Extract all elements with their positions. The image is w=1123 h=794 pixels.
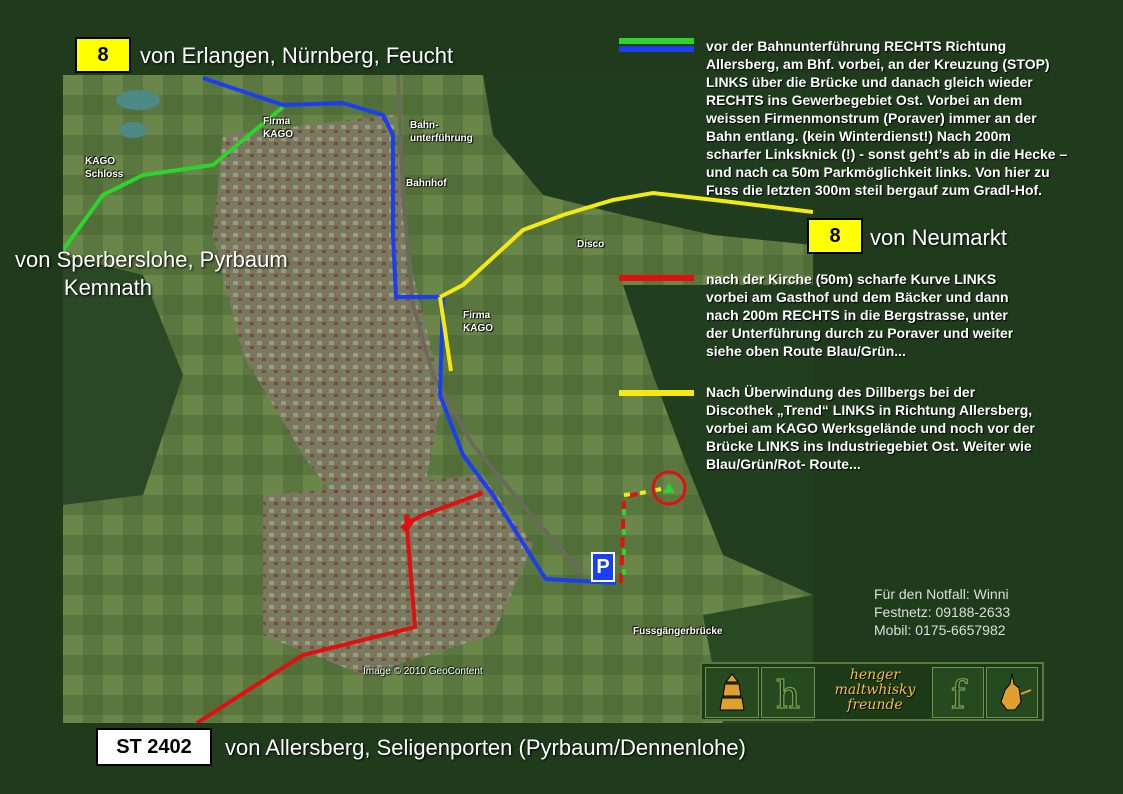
emergency-contact: Für den Notfall: Winni Festnetz: 09188-2633 Mobil: 0175-6657982 xyxy=(874,586,1011,638)
legend-green-line xyxy=(619,38,694,44)
legend-red-line xyxy=(619,275,694,281)
description-red: nach der Kirche (50m) scharfe Kurve LINKS vorbei am Gasthof und dem Bäcker und dann nach 200m RECHTS in die Bergstrasse, unter der Unterführung durch zu Poraver und weiter siehe oben Route Blau/Grün... xyxy=(706,271,1014,359)
route-neumarkt-badge: 8 xyxy=(807,218,863,254)
lake-2 xyxy=(119,122,147,138)
lantern-icon xyxy=(705,667,759,718)
label-disco: Disco xyxy=(577,239,605,250)
label-kago-schloss: KAGO Schloss xyxy=(85,156,124,180)
label-bahnhof: Bahnhof xyxy=(406,178,447,189)
map-copyright: Image © 2010 GeoContent xyxy=(363,666,483,677)
logo-banner xyxy=(700,662,1044,721)
route-neumarkt-title: von Neumarkt xyxy=(870,225,1007,250)
label-firma-kago-1: Firma KAGO xyxy=(263,116,293,140)
aerial-map xyxy=(63,75,813,723)
svg-text:f: f xyxy=(950,673,966,717)
route-sperberslohe-title: von Sperberslohe, Pyrbaum Kemnath xyxy=(15,247,288,300)
route-erlangen-title: von Erlangen, Nürnberg, Feucht xyxy=(140,43,454,68)
svg-text:h: h xyxy=(775,673,801,717)
legend-yellow-line xyxy=(619,390,694,396)
logo-text: henger maltwhisky freunde xyxy=(834,667,916,713)
label-fussgaengerbruecke: Fussgängerbrücke xyxy=(633,626,723,637)
label-bahnunterfuehrung: Bahn- unterführung xyxy=(410,120,473,144)
still-icon xyxy=(986,667,1038,718)
route-allersberg-title: von Allersberg, Seligenporten (Pyrbaum/Dennenlohe) xyxy=(225,735,746,760)
letter-f-icon xyxy=(932,667,984,718)
parking-sign: P xyxy=(591,552,615,582)
lake-1 xyxy=(116,90,160,110)
route-allersberg-badge: ST 2402 xyxy=(96,728,212,766)
route-erlangen-badge: 8 xyxy=(75,37,131,73)
letter-h-icon xyxy=(761,667,815,718)
description-blue-green: vor der Bahnunterführung RECHTS Richtung Allersberg, am Bhf. vorbei, an der Kreuzung (STOP) LINKS über die Brücke und danach gleich wieder RECHTS ins Gewerbegebiet Ost. Vorbei an dem weissen Firmenmonstrum (Poraver) immer an der Bahn entlang. (kein Winterdienst!) Nach 200m scharfer Linksknick (!) - sonst geht’s ab in die Hecke – und nach ca 50m Parkmöglichkeit links. Von hier zu Fuss die letzten 300m steil bergauf zum Gradl-Hof. xyxy=(706,38,1068,198)
description-yellow: Nach Überwindung des Dillbergs bei der Discothek „Trend“ LINKS in Richtung Allersberg, vorbei am KAGO Werksgelände und noch vor der Brücke LINKS ins Industriegebiet Ost. Weiter wie Blau/Grün/Rot- Route... xyxy=(706,384,1035,472)
legend-blue-line xyxy=(619,46,694,52)
label-firma-kago-2: Firma KAGO xyxy=(463,310,493,334)
